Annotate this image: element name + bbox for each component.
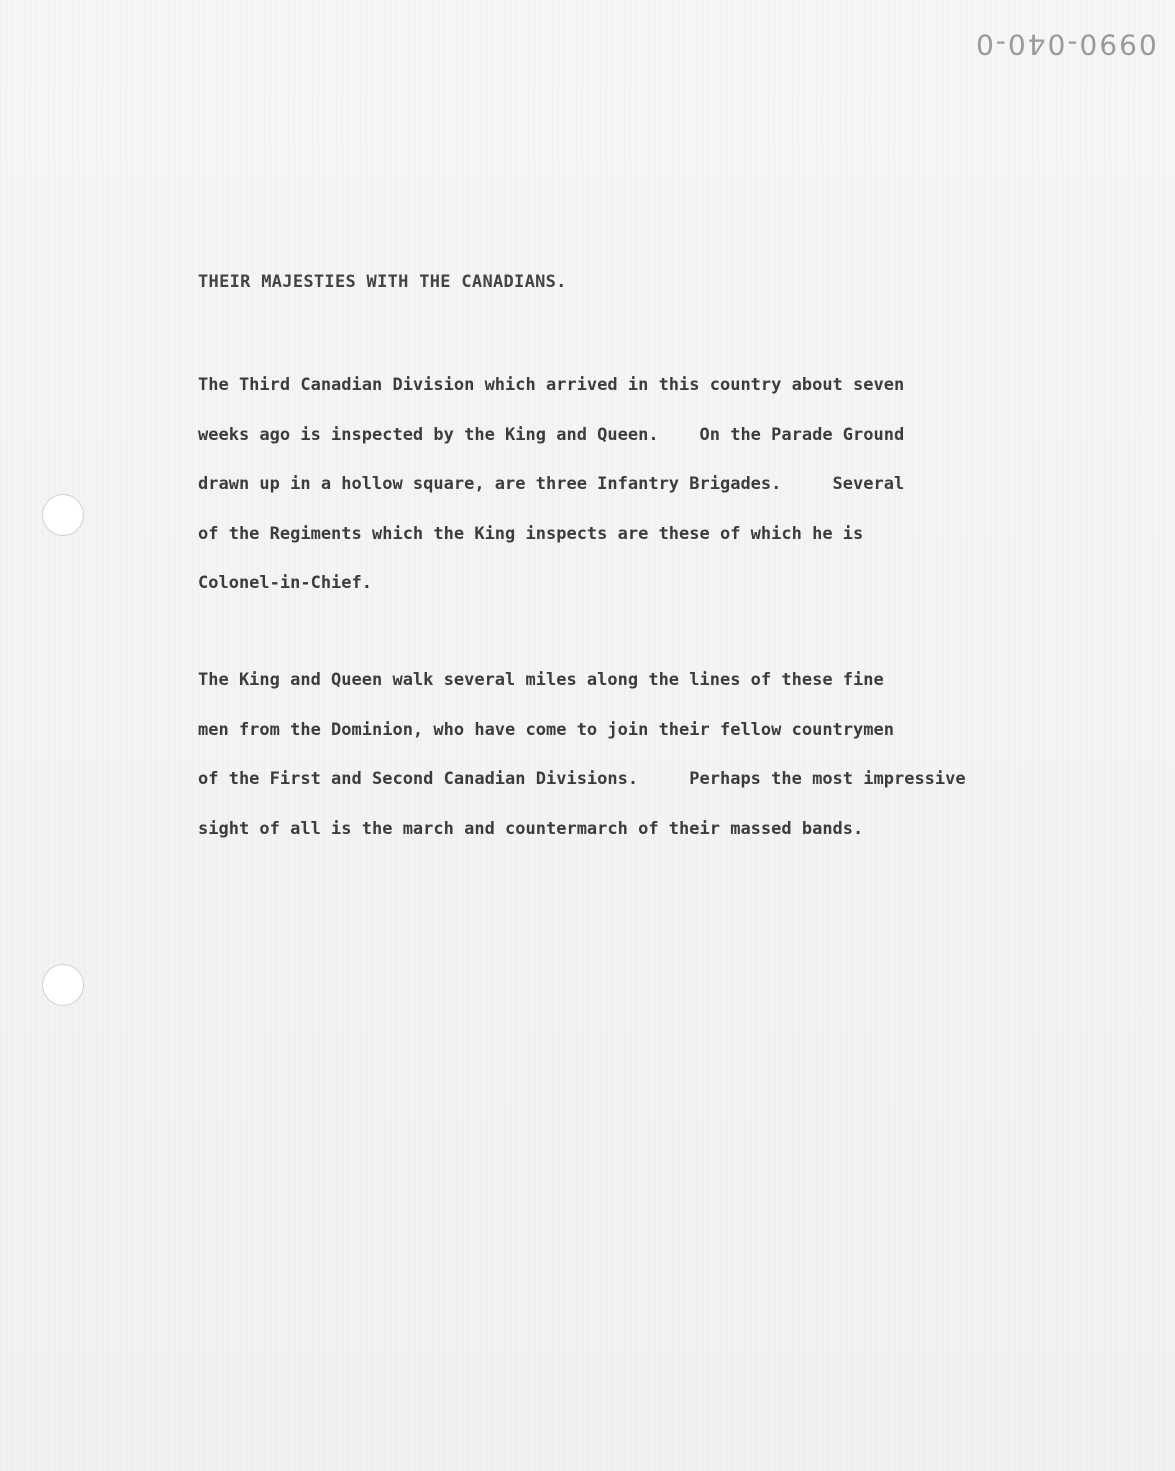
reference-number: 0990-040-0 — [974, 28, 1157, 61]
paragraph-1 — [198, 361, 1138, 609]
text-line: The Third Canadian Division which arrived in this country about seven — [198, 375, 905, 395]
text-line: The King and Queen walk several miles along the lines of these fine — [198, 670, 884, 690]
text-line: weeks ago is inspected by the King and Queen. On the Parade Ground — [198, 424, 905, 445]
text-line: of the Regiments which the King inspects are these of which he is — [198, 523, 864, 544]
text-line: drawn up in a hollow square, are three Infantry Brigades. Several — [198, 474, 905, 494]
document-title: THEIR MAJESTIES WITH THE CANADIANS. — [198, 272, 567, 292]
text-line: men from the Dominion, who have come to join their fellow countrymen — [198, 719, 894, 740]
paragraph-2 — [198, 656, 1138, 854]
punch-hole — [42, 494, 84, 536]
punch-hole — [42, 964, 84, 1006]
text-line: sight of all is the march and countermarch of their massed bands. — [198, 818, 864, 839]
text-line: of the First and Second Canadian Divisions. Perhaps the most impressive — [198, 769, 966, 789]
text-line: Colonel-in-Chief. — [198, 573, 372, 593]
